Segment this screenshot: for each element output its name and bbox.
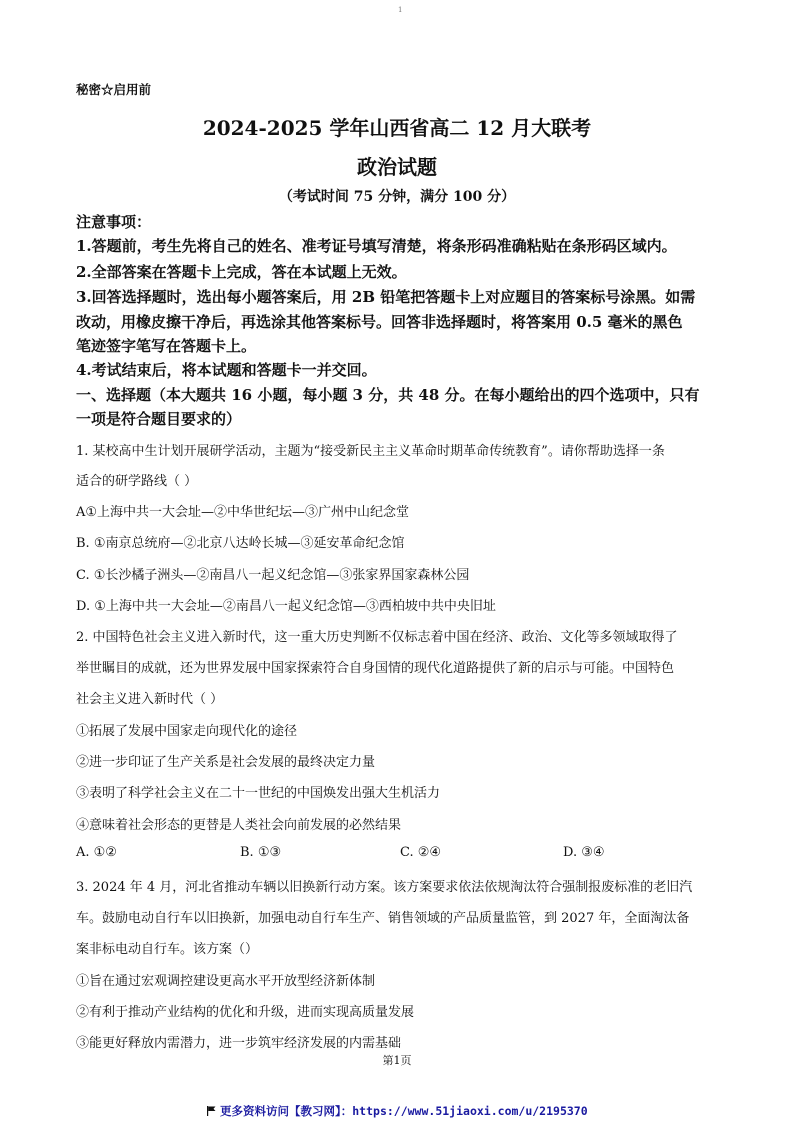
exam-time-note: （考试时间 75 分钟，满分 100 分） <box>278 189 516 205</box>
notice-line: 笔迹签字笔写在答题卡上。 <box>76 337 257 355</box>
section-heading: 一、选择题（本大题共 16 小题，每小题 3 分，共 48 分。在每小题给出的四个选项中，只有 <box>76 386 700 404</box>
secret-label: 秘密☆启用前 <box>76 82 152 97</box>
question-3-item: ②有利于推动产业结构的优化和升级，进而实现高质量发展 <box>76 1005 415 1020</box>
question-3-stem: 案非标电动自行车。该方案（） <box>76 942 259 957</box>
question-2-stem: 社会主义进入新时代（ ） <box>76 692 224 707</box>
question-2-stem: 举世瞩目的成就，还为世界发展中国家探索符合自身国情的现代化道路提供了新的启示与可能。中国特色 <box>76 661 675 676</box>
flag-icon <box>206 1106 216 1116</box>
question-1-option: B. ①南京总统府—②北京八达岭长城—③延安革命纪念馆 <box>76 536 405 551</box>
question-1-option: D. ①上海中共一大会址—②南昌八一起义纪念馆—③西柏坡中共中央旧址 <box>76 599 496 614</box>
question-2-choice: A. ①② <box>76 845 117 860</box>
notice-line: 4.考试结束后，将本试题和答题卡一并交回。 <box>76 361 377 379</box>
question-1-stem: 适合的研学路线（ ） <box>76 474 198 489</box>
question-2-choice: C. ②④ <box>400 845 442 860</box>
question-2-item: ④意味着社会形态的更替是人类社会向前发展的必然结果 <box>76 818 402 833</box>
question-3-stem: 3. 2024 年 4 月，河北省推动车辆以旧换新行动方案。该方案要求依法依规淘汰符合强制报废标准的老旧汽 <box>76 880 693 895</box>
notice-line: 1.答题前，考生先将自己的姓名、准考证号填写清楚，将条形码准确粘贴在条形码区域内。 <box>76 237 677 255</box>
resource-link[interactable] <box>206 1103 588 1119</box>
notice-line: 改动，用橡皮擦干净后，再选涂其他答案标号。回答非选择题时，将答案用 0.5 毫米的黑色 <box>76 313 683 331</box>
exam-subject: 政治试题 <box>357 155 437 179</box>
page-top-mark: 1 <box>398 6 403 14</box>
question-1-stem: 1. 某校高中生计划开展研学活动，主题为“接受新民主主义革命时期革命传统教育”。请你帮助选择一条 <box>76 444 665 459</box>
notice-heading: 注意事项： <box>76 213 152 231</box>
question-1-option: A①上海中共一大会址—②中华世纪坛—③广州中山纪念堂 <box>76 505 410 520</box>
question-3-stem: 车。鼓励电动自行车以旧换新，加强电动自行车生产、销售领域的产品质量监管，到 2027 年，全面淘汰备 <box>76 911 690 926</box>
page-number: 第1页 <box>382 1054 412 1067</box>
question-3-item: ③能更好释放内需潜力，进一步筑牢经济发展的内需基础 <box>76 1036 402 1051</box>
question-2-stem: 2. 中国特色社会主义进入新时代，这一重大历史判断不仅标志着中国在经济、政治、文化等多领域取得了 <box>76 630 678 645</box>
notice-line: 2.全部答案在答题卡上完成，答在本试题上无效。 <box>76 263 407 281</box>
exam-title: 2024-2025 学年山西省高二 12 月大联考 <box>202 116 592 140</box>
section-heading: 一项是符合题目要求的） <box>76 410 242 428</box>
question-2-item: ③表明了科学社会主义在二十一世纪的中国焕发出强大生机活力 <box>76 786 441 801</box>
question-2-choice: B. ①③ <box>240 845 282 860</box>
question-3-item: ①旨在通过宏观调控建设更高水平开放型经济新体制 <box>76 974 376 989</box>
resource-link-text[interactable]: 更多资料访问【教习网】：https://www.51jiaoxi.com/u/2195370 <box>220 1104 588 1118</box>
question-1-option: C. ①长沙橘子洲头—②南昌八一起义纪念馆—③张家界国家森林公园 <box>76 568 470 583</box>
question-2-item: ①拓展了发展中国家走向现代化的途径 <box>76 724 298 739</box>
notice-line: 3.回答选择题时，选出每小题答案后，用 2B 铅笔把答题卡上对应题目的答案标号涂黑。如需 <box>76 288 696 306</box>
question-2-choice: D. ③④ <box>563 845 605 860</box>
question-2-item: ②进一步印证了生产关系是社会发展的最终决定力量 <box>76 755 376 770</box>
